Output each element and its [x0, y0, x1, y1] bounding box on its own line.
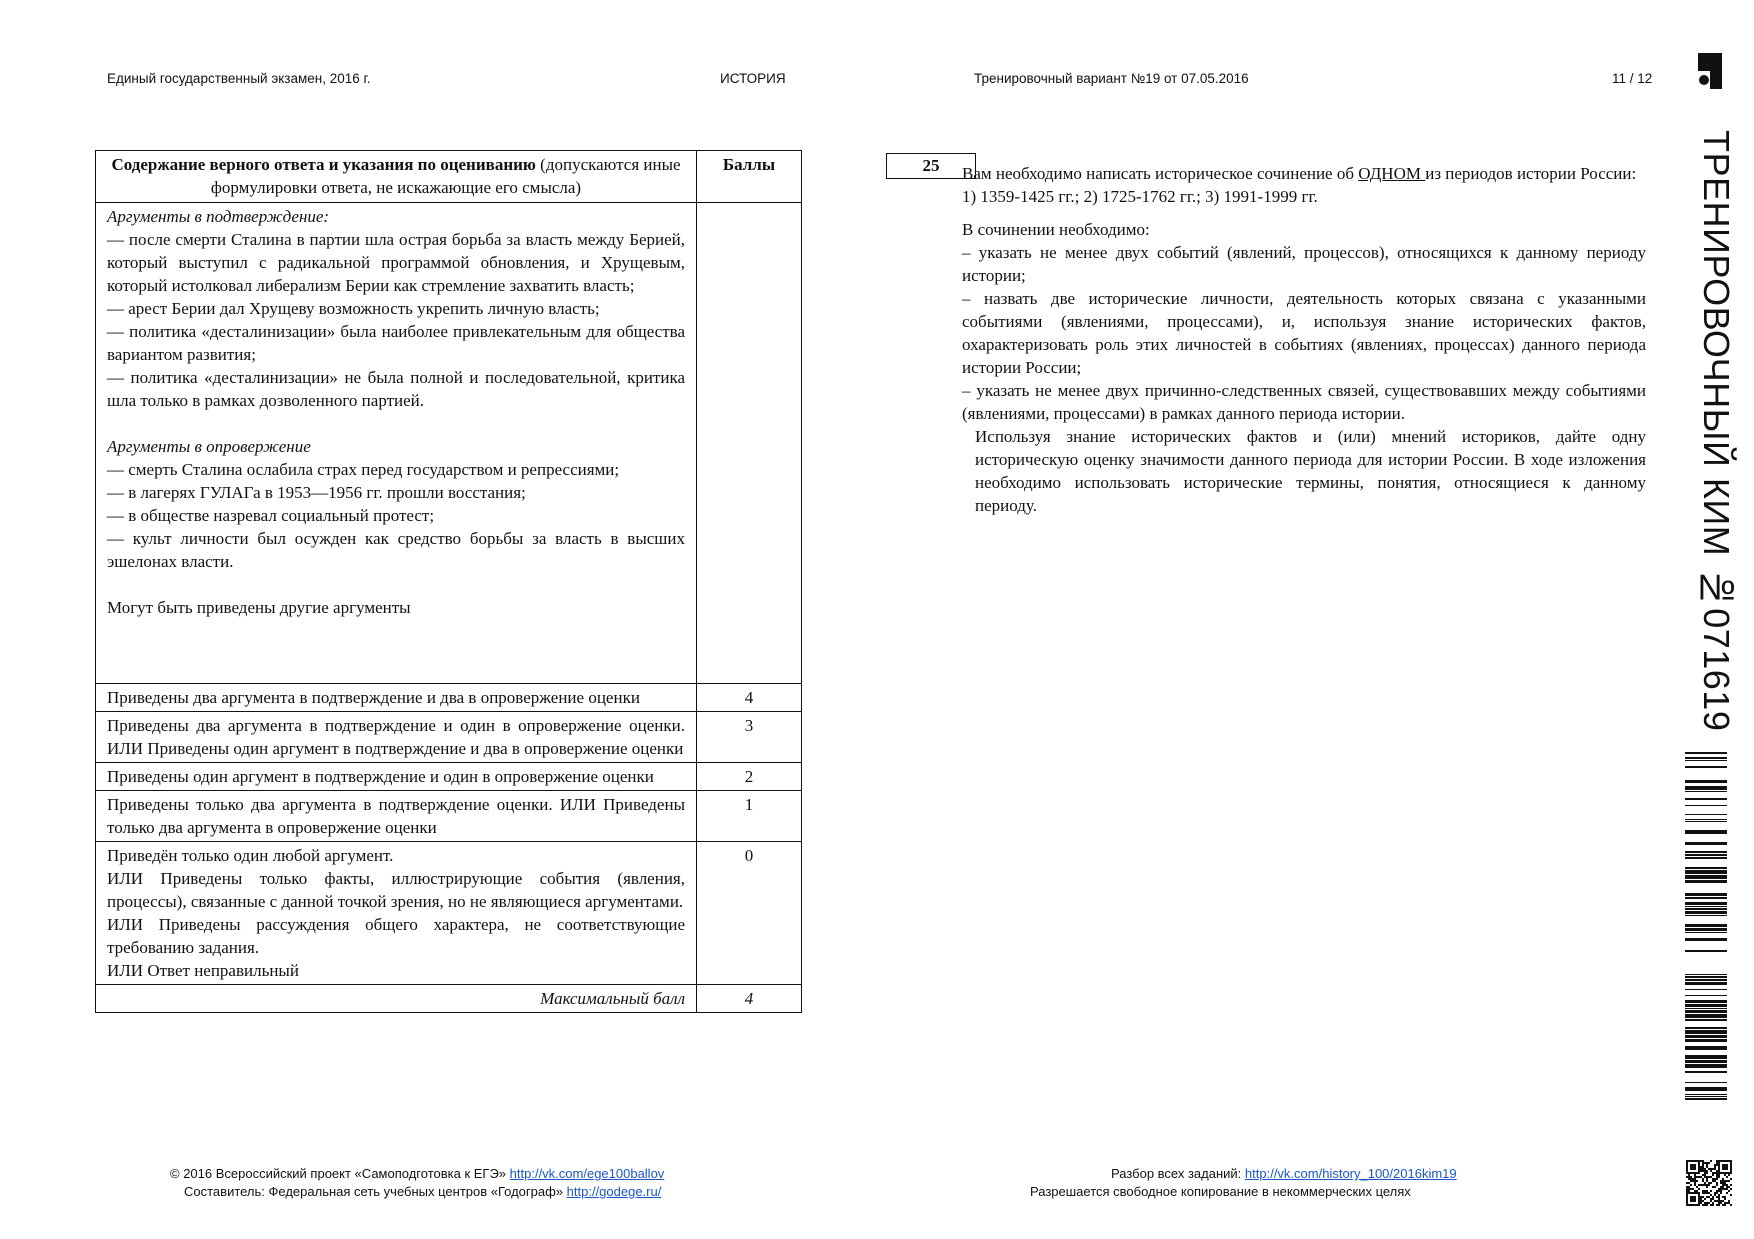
table-row — [96, 791, 802, 842]
footer-link-godege[interactable]: http://godege.ru/ — [566, 1184, 662, 1199]
table-header-row — [96, 151, 802, 203]
footer-copyright: © 2016 Всероссийский проект «Самоподготовка к ЕГЭ» — [170, 1166, 510, 1181]
table-header-note: (допускаются иные формулировки ответа, не искажающие его смысла) — [210, 155, 681, 197]
task-intro-underlined: ОДНОМ — [1358, 164, 1426, 183]
args-for-item: — арест Берии дал Хрущеву возможность укрепить личную власть; — [107, 299, 600, 318]
max-score-value: 4 — [697, 985, 802, 1013]
criterion-text-zero — [96, 842, 697, 985]
args-for-item: — политика «десталинизации» была наиболее привлекательным для общества вариантом развития; — [107, 322, 685, 364]
args-for-item: — политика «десталинизации» не была полной и последовательной, критика шла только в рамках дозволенного партией. — [107, 368, 685, 410]
task-requirement-item: – назвать две исторические личности, деятельность которых связана с указанными событиями (явлениями, процессами), и, используя знание исторических фактов, охарактеризовать роль этих личностей в событиях (явлениях, процессах) данного периода истории России; — [962, 289, 1646, 377]
barcode-icon — [1685, 752, 1727, 1104]
criterion-line: ИЛИ Приведены рассуждения общего характера, не соответствующие требованию задания. — [107, 915, 685, 957]
table-row — [96, 684, 802, 712]
args-against-item: — в лагерях ГУЛАГа в 1953—1956 гг. прошли восстания; — [107, 483, 526, 502]
footer-right-line-2 — [1030, 1184, 1411, 1199]
task-intro — [962, 162, 1646, 185]
criterion-points: 0 — [697, 842, 802, 985]
footer-link-vk-ege[interactable]: http://vk.com/ege100ballov — [509, 1166, 665, 1181]
criterion-text: Приведены один аргумент в подтверждение и один в опровержение оценки — [96, 763, 697, 791]
corner-mark-icon — [1696, 53, 1724, 89]
table-header-points: Баллы — [697, 151, 802, 203]
args-for-title: Аргументы в подтверждение: — [107, 207, 330, 226]
task-requirements-title: В сочинении необходимо: — [962, 220, 1150, 239]
footer-copy-notice: Разрешается свободное копирование в некоммерческих целях — [1030, 1184, 1411, 1199]
args-against-item: — культ личности был осужден как средство борьбы за власть в высших эшелонах власти. — [107, 529, 685, 571]
side-variant-title: ТРЕНИРОВОЧНЫЙ КИМ №071619 — [1696, 130, 1737, 732]
footer-author: Составитель: Федеральная сеть учебных центров «Годограф» — [184, 1184, 567, 1199]
criterion-points: 1 — [697, 791, 802, 842]
criterion-line: Приведён только один любой аргумент. — [107, 846, 394, 865]
header-exam-title: Единый государственный экзамен, 2016 г. — [107, 71, 371, 86]
table-header-content — [96, 151, 697, 203]
criterion-points: 4 — [697, 684, 802, 712]
task-requirement-item: – указать не менее двух событий (явлений, процессов), относящихся к данному периоду истории; — [962, 243, 1646, 285]
task-text — [962, 162, 1646, 517]
criterion-points: 2 — [697, 763, 802, 791]
arguments-cell — [96, 203, 697, 684]
qr-code-icon — [1686, 1160, 1732, 1206]
arguments-row — [96, 203, 802, 684]
header-subject: ИСТОРИЯ — [720, 71, 786, 86]
max-score-row — [96, 985, 802, 1013]
task-requirement-item: – указать не менее двух причинно-следственных связей, существовавших между событиями (явлениями, процессами) в рамках данного периода истории. — [962, 381, 1646, 423]
max-score-label: Максимальный балл — [96, 985, 697, 1013]
criterion-text: Приведены два аргумента в подтверждение и один в опровержение оценки. ИЛИ Приведены один аргумент в подтверждение и два в опровержение оценки — [96, 712, 697, 763]
footer-left-line-1 — [170, 1166, 664, 1181]
task-intro-end: из периодов истории России: — [1425, 164, 1637, 183]
args-against-item: — в обществе назревал социальный протест; — [107, 506, 435, 525]
task-number-box: 25 — [886, 153, 976, 179]
table-row — [96, 763, 802, 791]
scoring-table — [95, 150, 802, 1013]
args-against-title: Аргументы в опровержение — [107, 437, 311, 456]
criterion-line: ИЛИ Ответ неправильный — [107, 961, 299, 980]
args-for-item: — после смерти Сталина в партии шла острая борьба за власть между Берией, который выступил с радикальной программой обновления, и Хрущевым, который истолковал либерализм Берии как стремление захватить власть; — [107, 230, 685, 295]
arguments-points — [697, 203, 802, 684]
header-page-number: 11 / 12 — [1612, 71, 1653, 86]
criterion-line: ИЛИ Приведены только факты, иллюстрирующие события (явления, процессы), связанные с данной точкой зрения, но не являющиеся аргументами. — [107, 869, 685, 911]
footer-link-history[interactable]: http://vk.com/history_100/2016kim19 — [1244, 1166, 1457, 1181]
args-other-note: Могут быть приведены другие аргументы — [107, 598, 411, 617]
footer-left-line-2 — [184, 1184, 661, 1199]
table-header-bold: Содержание верного ответа и указания по оцениванию — [111, 155, 536, 174]
args-against-item: — смерть Сталина ослабила страх перед государством и репрессиями; — [107, 460, 620, 479]
table-row — [96, 712, 802, 763]
criterion-text: Приведены два аргумента в подтверждение и два в опровержение оценки — [96, 684, 697, 712]
header-variant: Тренировочный вариант №19 от 07.05.2016 — [974, 71, 1249, 86]
footer-review-label: Разбор всех заданий: — [1111, 1166, 1245, 1181]
criterion-text: Приведены только два аргумента в подтверждение оценки. ИЛИ Приведены только два аргумента в опровержение оценки — [96, 791, 697, 842]
footer-right-line-1 — [1111, 1166, 1457, 1181]
table-row — [96, 842, 802, 985]
task-periods: 1) 1359-1425 гг.; 2) 1725-1762 гг.; 3) 1991-1999 гг. — [962, 187, 1318, 206]
task-intro-start: Вам необходимо написать историческое сочинение об — [962, 164, 1359, 183]
task-final-paragraph: Используя знание исторических фактов и (или) мнений историков, дайте одну историческую оценку значимости данного периода для истории России. В ходе изложения необходимо использовать исторические термины, понятия, относящиеся к данному периоду. — [975, 427, 1646, 515]
criterion-points: 3 — [697, 712, 802, 763]
